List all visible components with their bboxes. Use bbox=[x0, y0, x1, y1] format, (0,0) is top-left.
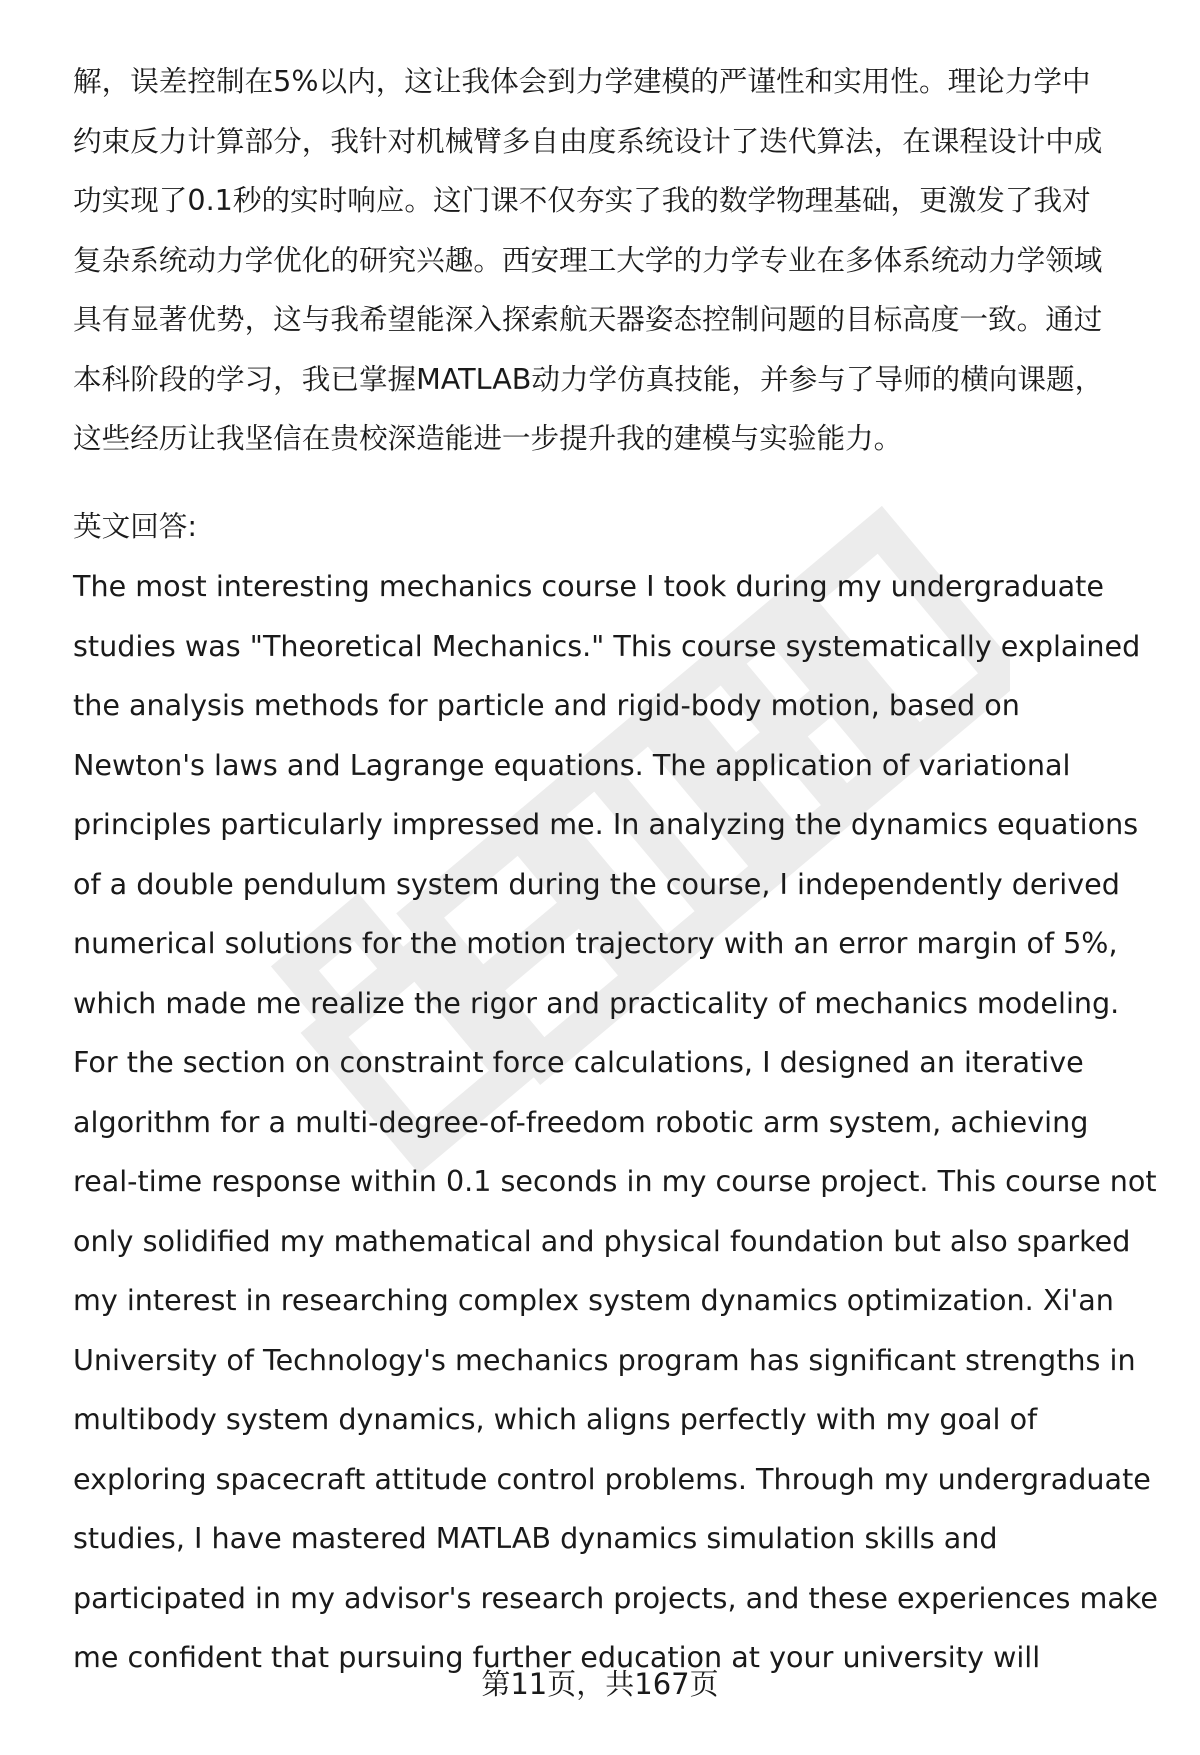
english-line: of a double pendulum system during the course, I independently derived bbox=[73, 866, 1120, 901]
english-line: algorithm for a multi-degree-of-freedom robotic arm system, achieving bbox=[73, 1104, 1089, 1139]
english-line: multibody system dynamics, which aligns perfectly with my goal of bbox=[73, 1402, 1038, 1436]
chinese-line: 具有显著优势，这与我希望能深入探索航天器姿态控制问题的目标高度一致。通过 bbox=[73, 302, 1103, 336]
english-line: For the section on constraint force calculations, I designed an iterative bbox=[73, 1045, 1084, 1079]
english-line: Newton's laws and Lagrange equations. The application of variational bbox=[73, 747, 1071, 782]
chinese-line: 本科阶段的学习，我已掌握MATLAB动力学仿真技能，并参与了导师的横向课题， bbox=[73, 361, 1104, 396]
english-line: numerical solutions for the motion trajectory with an error margin of 5%, bbox=[73, 926, 1118, 960]
chinese-line: 复杂系统动力学优化的研究兴趣。西安理工大学的力学专业在多体系统动力学领域 bbox=[73, 242, 1103, 277]
english-line: principles particularly impressed me. In analyzing the dynamics equations bbox=[73, 807, 1139, 841]
english-line: which made me realize the rigor and practicality of mechanics modeling. bbox=[73, 985, 1120, 1020]
english-line: real-time response within 0.1 seconds in my course project. This course not bbox=[73, 1164, 1157, 1198]
english-answer-label: 英文回答: bbox=[73, 509, 198, 543]
english-line: my interest in researching complex system dynamics optimization. Xi'an bbox=[73, 1283, 1114, 1317]
chinese-answer-text bbox=[73, 52, 1153, 469]
english-line: University of Technology's mechanics program has significant strengths in bbox=[73, 1342, 1136, 1377]
english-line: only solidified my mathematical and physical foundation but also sparked bbox=[73, 1223, 1131, 1258]
chinese-line: 这些经历让我坚信在贵校深造能进一步提升我的建模与实验能力。 bbox=[73, 421, 903, 455]
chinese-line: 解，误差控制在5%以内，这让我体会到力学建模的严谨性和实用性。理论力学中 bbox=[73, 64, 1091, 98]
english-answer-text bbox=[73, 557, 1173, 1688]
english-line: participated in my advisor's research projects, and these experiences make bbox=[73, 1580, 1158, 1615]
english-line: studies was "Theoretical Mechanics." This course systematically explained bbox=[73, 628, 1141, 663]
chinese-line: 约束反力计算部分，我针对机械臂多自由度系统设计了迭代算法，在课程设计中成 bbox=[73, 123, 1103, 158]
english-line: The most interesting mechanics course I took during my undergraduate bbox=[73, 569, 1104, 603]
english-line: studies, I have mastered MATLAB dynamics simulation skills and bbox=[73, 1521, 998, 1555]
chinese-line: 功实现了0.1秒的实时响应。这门课不仅夯实了我的数学物理基础，更激发了我对 bbox=[73, 183, 1091, 217]
english-line: me confident that pursuing further education at your university will bbox=[73, 1640, 1041, 1674]
english-line: the analysis methods for particle and rigid-body motion, based on bbox=[73, 688, 1020, 722]
english-line: exploring spacecraft attitude control problems. Through my undergraduate bbox=[73, 1461, 1151, 1496]
page-number-footer: 第11页，共167页 bbox=[481, 1667, 719, 1701]
